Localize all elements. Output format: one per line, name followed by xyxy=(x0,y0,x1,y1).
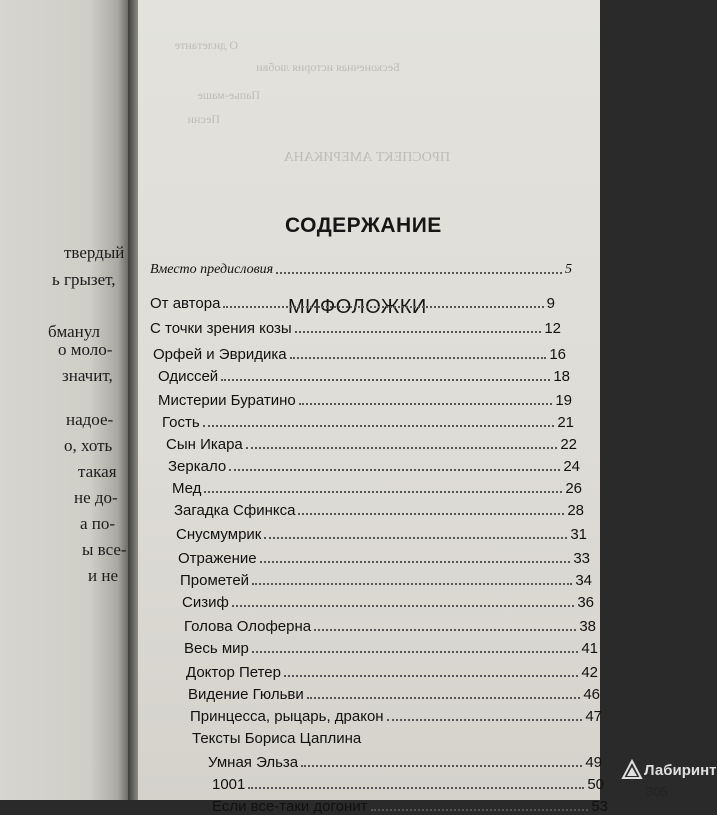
right-page xyxy=(138,0,717,815)
book-gutter xyxy=(128,0,138,800)
leader-dots xyxy=(264,536,567,539)
left-page-line: ы все- xyxy=(82,540,127,559)
toc-entry-label: Если все-таки догонит xyxy=(212,798,368,815)
leader-dots xyxy=(232,604,575,607)
toc-entry-label: От автора xyxy=(150,295,221,312)
toc-entry xyxy=(176,526,587,543)
toc-entry-page: 38 xyxy=(579,618,596,635)
toc-entry-page: 49 xyxy=(585,754,602,771)
toc-entry-label: Сизиф xyxy=(182,594,229,611)
watermark xyxy=(622,760,717,780)
toc-entry-page: 31 xyxy=(570,526,587,543)
toc-entry xyxy=(192,730,602,747)
toc-entry-label: Доктор Петер xyxy=(186,664,281,681)
toc-entry-page: 26 xyxy=(565,480,582,497)
left-page-line: о, хоть xyxy=(64,436,113,455)
toc-entry-label: Отражение xyxy=(178,550,257,567)
toc-entry xyxy=(186,664,598,681)
toc-entry-page: 12 xyxy=(544,320,561,337)
toc-entry-label: Вместо предисловия xyxy=(150,262,274,277)
toc-entry-page: 50 xyxy=(587,776,604,793)
toc-entry-label: С точки зрения козы xyxy=(150,320,292,337)
leader-dots xyxy=(371,808,589,811)
toc-entry xyxy=(150,295,555,312)
leader-dots xyxy=(307,696,581,699)
toc-entry xyxy=(158,392,572,409)
toc-entry xyxy=(168,458,580,475)
toc-entry-page: 21 xyxy=(557,414,574,431)
leader-dots xyxy=(284,674,578,677)
toc-entry-label: Загадка Сфинкса xyxy=(174,502,296,519)
toc-entry-page: 19 xyxy=(555,392,572,409)
show-through-line: Бесконечная история любви xyxy=(256,60,400,74)
toc-entry-label: 1001 xyxy=(212,776,246,793)
toc-entry xyxy=(153,346,566,363)
toc-entry xyxy=(166,436,577,453)
page-number: 305 xyxy=(646,784,668,799)
toc-entry-page: 28 xyxy=(567,502,584,519)
toc-intro-row xyxy=(150,262,572,278)
toc-entry xyxy=(172,480,582,497)
toc-entry-page: 42 xyxy=(581,664,598,681)
show-through-text xyxy=(138,0,600,170)
leader-dots xyxy=(229,468,560,471)
toc-entry xyxy=(190,708,602,725)
toc-entry xyxy=(162,414,574,431)
toc-entry-page: 36 xyxy=(577,594,594,611)
show-through-line: Папье-маше xyxy=(197,88,260,102)
leader-dots xyxy=(203,424,555,427)
toc-entry-page: 53 xyxy=(591,798,608,815)
toc-entry-label: Принцесса, рыцарь, дракон xyxy=(190,708,384,725)
left-page-line: и не xyxy=(88,566,118,585)
leader-dots xyxy=(387,718,583,721)
leader-dots xyxy=(298,512,564,515)
left-page-line: ь грызет, xyxy=(52,270,116,289)
toc-entry-label: Зеркало xyxy=(168,458,227,475)
toc-entry xyxy=(212,798,608,815)
left-page xyxy=(0,0,128,800)
toc-entry-label: Снусмумрик xyxy=(176,526,262,543)
toc-entry-page: 22 xyxy=(560,436,577,453)
toc-entry-label: Прометей xyxy=(180,572,250,589)
leader-dots xyxy=(204,490,562,493)
toc-entry xyxy=(180,572,592,589)
leader-dots xyxy=(260,560,571,563)
toc-entry xyxy=(184,618,596,635)
toc-entry xyxy=(184,640,598,657)
toc-entry-page: 41 xyxy=(581,640,598,657)
leader-dots xyxy=(221,378,550,381)
left-page-line: такая xyxy=(78,462,117,481)
toc-entry-page: 47 xyxy=(585,708,602,725)
left-page-line: надое- xyxy=(66,410,114,429)
toc-entry-page: 33 xyxy=(573,550,590,567)
left-page-line: значит, xyxy=(62,366,113,385)
toc-entry-label: Весь мир xyxy=(184,640,249,657)
leader-dots xyxy=(223,305,543,308)
toc-entry xyxy=(188,686,600,703)
leader-dots xyxy=(248,786,584,789)
leader-dots xyxy=(276,271,562,274)
toc-entry-page: 9 xyxy=(546,295,555,312)
leader-dots xyxy=(290,356,547,359)
toc-entry xyxy=(212,776,604,793)
toc-entry-label: Одиссей xyxy=(158,368,219,385)
show-through-line: Песни xyxy=(187,112,220,126)
leader-dots xyxy=(299,402,553,405)
toc-entry-label: Умная Эльза xyxy=(208,754,299,771)
toc-entry-label: Тексты Бориса Цаплина xyxy=(192,730,362,747)
toc-entry-label: Голова Олоферна xyxy=(184,618,312,635)
toc-entry-page: 16 xyxy=(549,346,566,363)
left-page-line: а по- xyxy=(80,514,116,533)
leader-dots xyxy=(295,330,542,333)
toc-entry-page: 24 xyxy=(563,458,580,475)
toc-entry-label: Мед xyxy=(172,480,202,497)
toc-entry xyxy=(178,550,590,567)
toc-entry xyxy=(174,502,584,519)
toc-entry-page: 18 xyxy=(553,368,570,385)
watermark-text: Лабиринт xyxy=(644,761,717,779)
labirint-logo-icon xyxy=(622,760,642,780)
toc-entry-label: Сын Икара xyxy=(166,436,243,453)
left-page-line: о моло- xyxy=(58,340,113,359)
leader-dots xyxy=(252,650,578,653)
toc-entry-page: 46 xyxy=(583,686,600,703)
toc-entry-label: Мистерии Буратино xyxy=(158,392,296,409)
toc-entry-page: 34 xyxy=(575,572,592,589)
toc-entry-label: Гость xyxy=(162,414,200,431)
toc-entry xyxy=(158,368,570,385)
leader-dots xyxy=(246,446,558,449)
show-through-line: О дилетанте xyxy=(174,38,238,52)
leader-dots xyxy=(252,582,572,585)
toc-entry xyxy=(208,754,602,771)
toc-entry-label: Орфей и Эвридика xyxy=(153,346,287,363)
show-through-line: ПРОСПЕКТ АМЕРИКАНА xyxy=(283,150,450,165)
left-page-line: твердый xyxy=(64,243,125,262)
toc-entry-label: Видение Гюльви xyxy=(188,686,304,703)
left-page-line: не до- xyxy=(74,488,118,507)
leader-dots xyxy=(301,764,582,767)
toc-entry xyxy=(182,594,594,611)
section-title: МИФОЛОЖКИ xyxy=(288,296,427,318)
left-page-line: бманул xyxy=(48,322,101,341)
leader-dots xyxy=(314,628,576,631)
toc-entry xyxy=(150,320,561,337)
toc-entry-page: 5 xyxy=(565,262,572,277)
toc-title: СОДЕРЖАНИЕ xyxy=(285,214,442,237)
